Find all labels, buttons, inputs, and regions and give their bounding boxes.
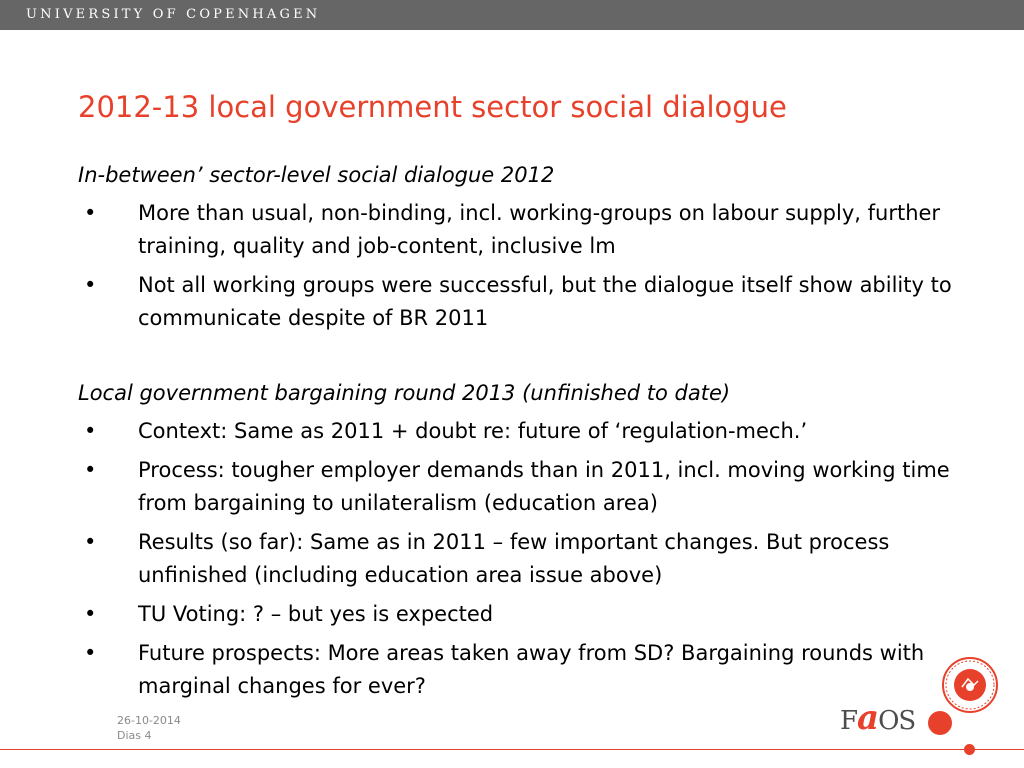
section-heading: In-between’ sector-level social dialogue 2012 <box>78 163 555 187</box>
bullet-text: Results (so far): Same as in 2011 – few important changes. But process unfinished (including education area issue above) <box>138 530 890 587</box>
footer-dot-icon <box>964 744 975 755</box>
bullet-icon: • <box>84 201 97 225</box>
faos-logo-f: F <box>840 706 858 736</box>
list-item <box>78 598 978 631</box>
bullet-icon: • <box>84 273 97 297</box>
university-seal-icon <box>942 657 998 713</box>
header-bar <box>0 0 1024 30</box>
section-heading: Local government bargaining round 2013 (unfinished to date) <box>78 381 731 405</box>
bullet-icon: • <box>84 419 97 443</box>
footer-date: 26-10-2014 <box>117 714 181 727</box>
list-item <box>78 197 978 263</box>
faos-logo <box>840 698 915 738</box>
spacer <box>78 341 978 376</box>
slide-content <box>78 158 978 709</box>
bullet-text: TU Voting: ? – but yes is expected <box>138 602 494 626</box>
bullet-list <box>78 197 978 335</box>
bullet-icon: • <box>84 641 97 665</box>
bullet-icon: • <box>84 458 97 482</box>
bullet-text: Context: Same as 2011 + doubt re: future of ‘regulation-mech.’ <box>138 419 808 443</box>
bullet-text: Future prospects: More areas taken away from SD? Bargaining rounds with marginal changes for ever? <box>138 641 925 698</box>
list-item <box>78 637 978 703</box>
bullet-icon: • <box>84 530 97 554</box>
bullet-icon: • <box>84 602 97 626</box>
faos-logo-os: OS <box>878 706 916 736</box>
university-name: UNIVERSITY OF COPENHAGEN <box>26 7 321 22</box>
bullet-text: Process: tougher employer demands than in 2011, incl. moving working time from bargaining to unilateralism (education area) <box>138 458 950 515</box>
list-item <box>78 526 978 592</box>
footer-slide-number: Dias 4 <box>117 729 152 742</box>
faos-logo-a: a <box>857 698 879 738</box>
list-item <box>78 454 978 520</box>
bullet-text: Not all working groups were successful, but the dialogue itself show ability to communicate despite of BR 2011 <box>138 273 952 330</box>
faos-logo-dot-icon <box>928 711 952 735</box>
list-item <box>78 415 978 448</box>
bullet-text: More than usual, non-binding, incl. working-groups on labour supply, further training, quality and job-content, inclusive lm <box>138 201 941 258</box>
list-item <box>78 269 978 335</box>
slide-title: 2012-13 local government sector social dialogue <box>78 90 787 124</box>
footer-divider <box>0 749 1024 750</box>
bullet-list <box>78 415 978 703</box>
